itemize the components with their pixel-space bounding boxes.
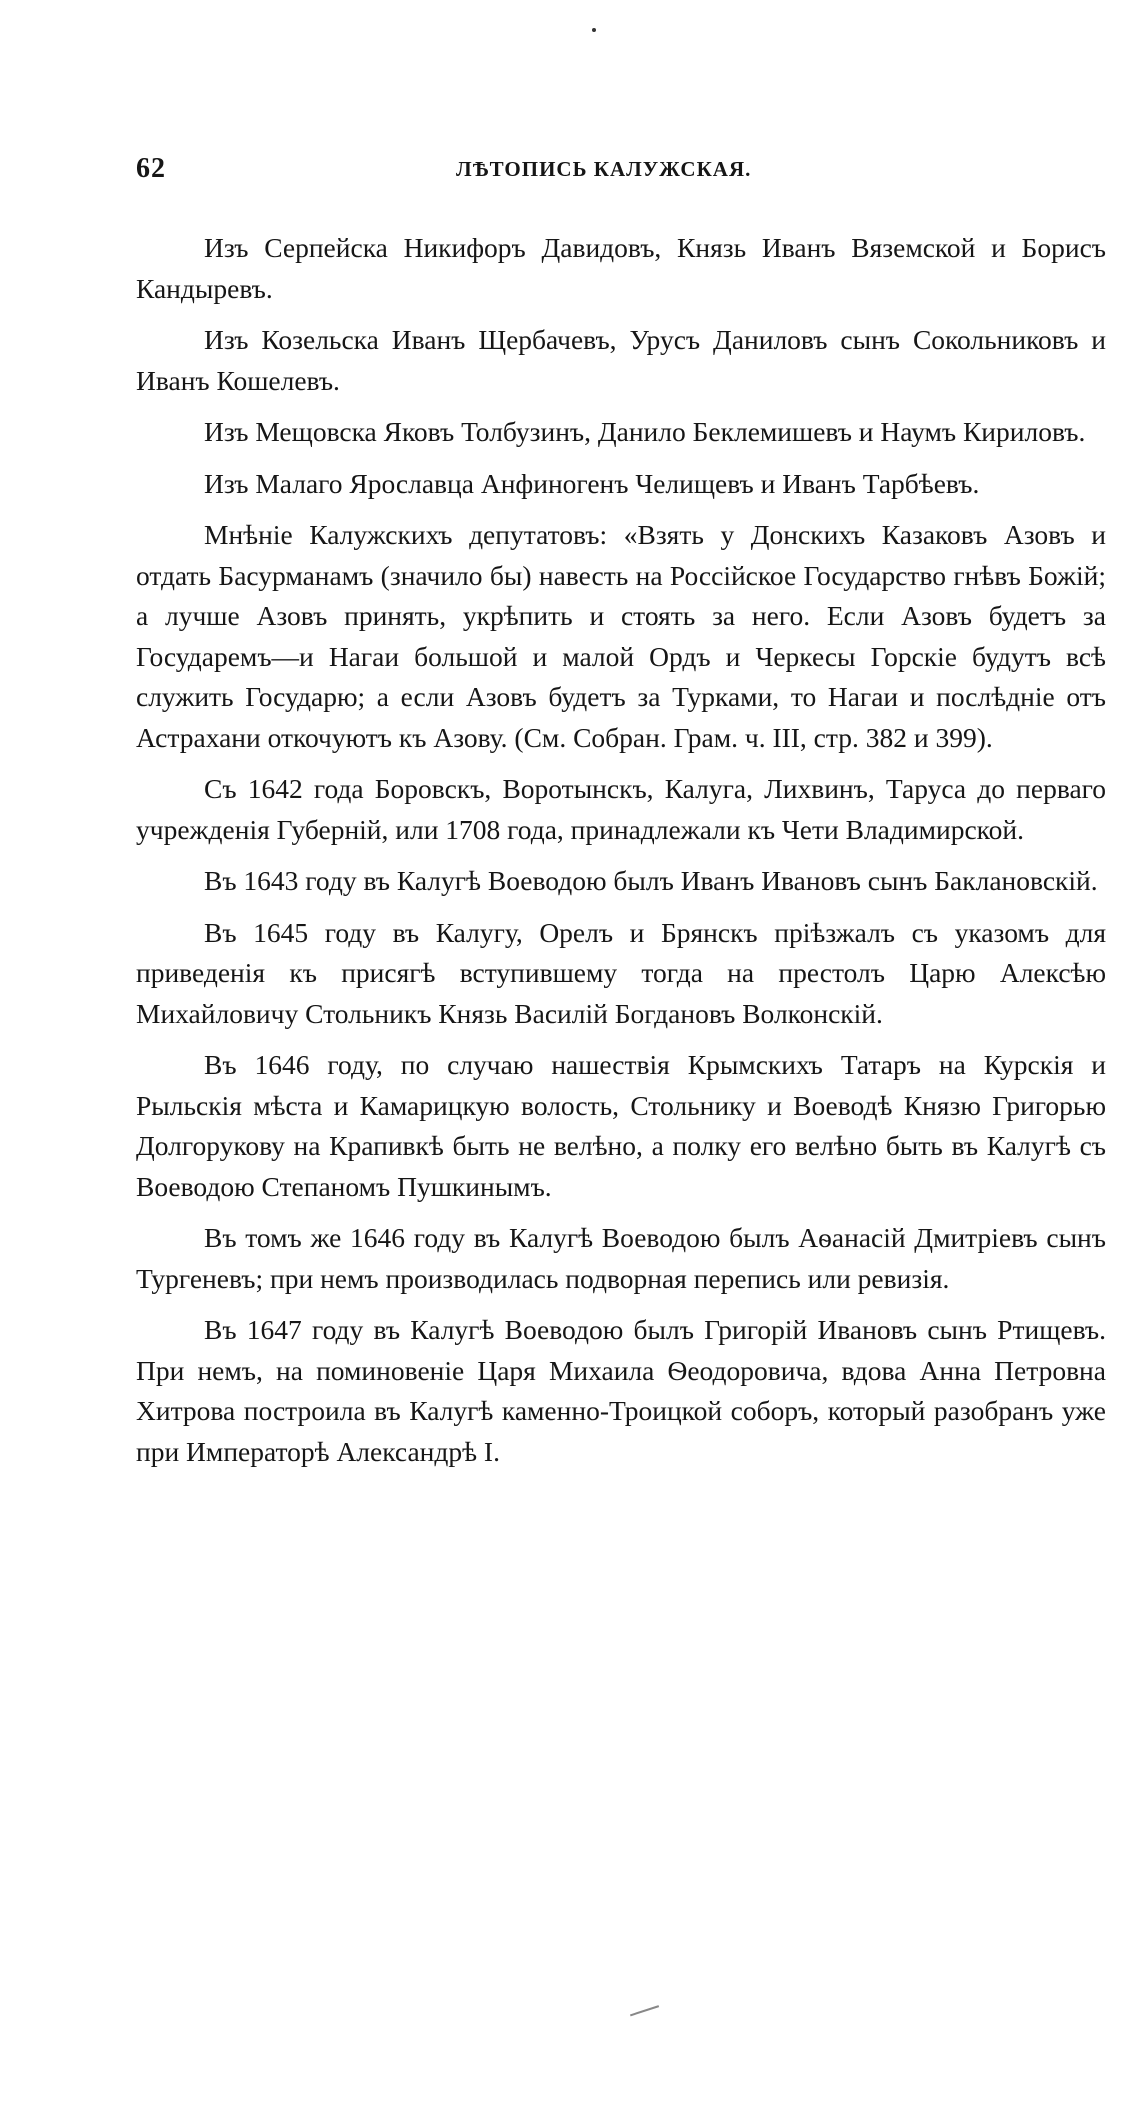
paragraph-serpeisk: Изъ Серпейска Никифоръ Давидовъ, Князь Иванъ Вяземской и Борисъ Кандыревъ. xyxy=(136,232,1106,304)
paragraph-1646-census: Въ томъ же 1646 году въ Калугѣ Воеводою былъ Аѳанасій Дмитріевъ сынъ Тургеневъ; при немъ производилась подворная перепись или ревизія. xyxy=(136,1222,1106,1294)
paragraph-1647: Въ 1647 году въ Калугѣ Воеводою былъ Григорій Ивановъ сынъ Ртищевъ. При немъ, на поминовеніе Царя Михаила Ѳеодоровича, вдова Анна Петровна Хитрова построила въ Калугѣ каменно-Троицкой соборъ, который разобранъ уже при Императорѣ Александрѣ I. xyxy=(136,1314,1106,1467)
running-title: ЛѢТОПИСЬ КАЛУЖСКАЯ. xyxy=(456,157,752,181)
ink-stroke xyxy=(627,1996,659,2017)
paragraph-1646: Въ 1646 году, по случаю нашествія Крымскихъ Татаръ на Курскія и Рыльскія мѣста и Камарицкую волость, Стольнику и Воеводѣ Князю Григорью Долгорукову на Крапивкѣ быть не велѣно, а полку его велѣно быть въ Калугѣ съ Воеводою Степаномъ Пушкинымъ. xyxy=(136,1049,1106,1202)
paragraph-meshchovsk: Изъ Мещовска Яковъ Толбузинъ, Данило Беклемишевъ и Наумъ Кириловъ. xyxy=(204,416,1086,447)
paragraph-kozelsk: Изъ Козельска Иванъ Щербачевъ, Урусъ Даниловъ сынъ Сокольниковъ и Иванъ Кошелевъ. xyxy=(136,324,1106,396)
page-number: 62 xyxy=(136,153,166,184)
paragraph-maly-yaroslavets: Изъ Малаго Ярославца Анфиногенъ Челищевъ и Иванъ Тарбѣевъ. xyxy=(204,467,980,499)
paragraph-1642: Съ 1642 года Боровскъ, Воротынскъ, Калуга, Лихвинъ, Таруса до перваго учрежденія Губерній, или 1708 года, принадлежали къ Чети Владимирской. xyxy=(136,773,1106,845)
paragraph-deputies-opinion: Мнѣніе Калужскихъ депутатовъ: «Взять у Донскихъ Казаковъ Азовъ и отдать Басурманамъ (значило бы) навесть на Россійское Государство гнѣвъ Божій; а лучше Азовъ принять, укрѣпить и стоять за него. Если Азовъ будетъ за Государемъ—и Нагаи большой и малой Ордъ и Черкесы Горскіе будутъ всѣ служить Государю; а если Азовъ будетъ за Турками, то Нагаи и послѣдніе отъ Астрахани откочуютъ къ Азову. (См. Собран. Грам. ч. III, стр. 382 и 399). xyxy=(136,519,1106,753)
paragraph-1643: Въ 1643 году въ Калугѣ Воеводою былъ Иванъ Ивановъ сынъ Баклановскій. xyxy=(204,865,1098,896)
page-header xyxy=(136,153,1096,193)
paragraph-1645: Въ 1645 году въ Калугу, Орелъ и Брянскъ пріѣзжалъ съ указомъ для приведенія къ присягѣ вступившему тогда на престолъ Царю Алексѣю Михайловичу Стольникъ Князь Василій Богдановъ Волконскій. xyxy=(136,916,1106,1029)
page-body xyxy=(136,228,1106,1483)
ink-speck xyxy=(592,28,596,32)
